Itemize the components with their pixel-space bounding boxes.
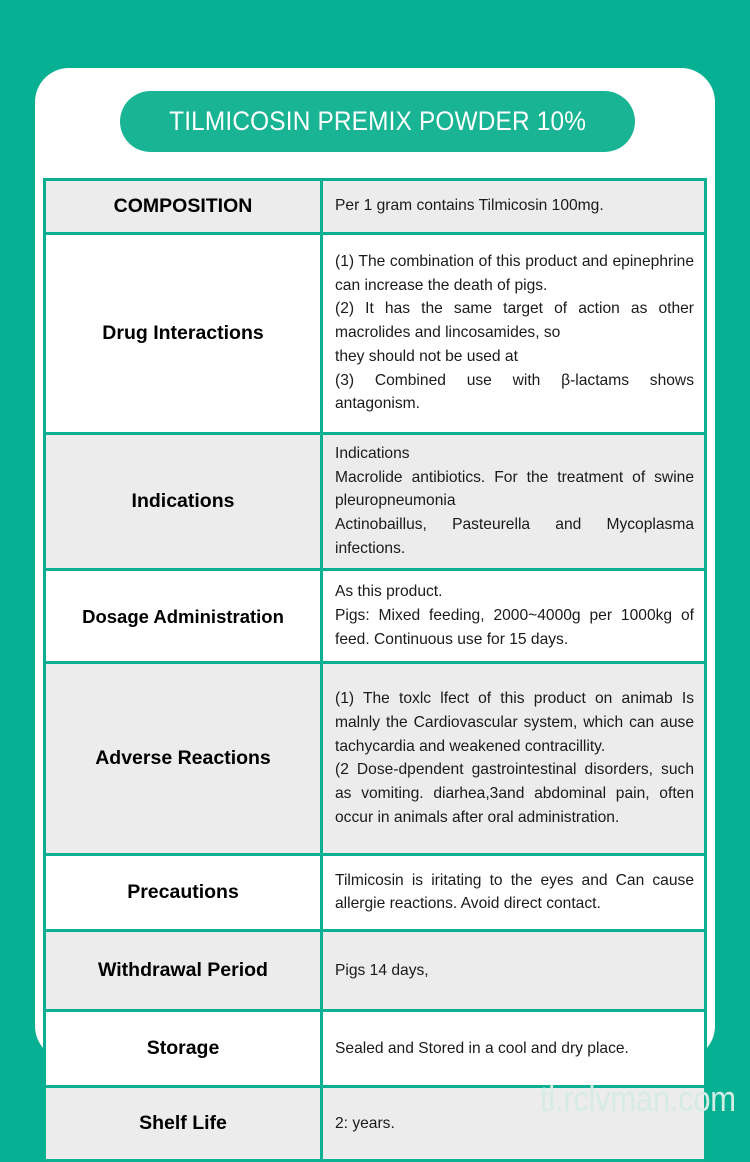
row-value-indications bbox=[322, 434, 706, 570]
value-line: they should not be used at bbox=[335, 347, 518, 365]
table-row bbox=[45, 1011, 706, 1087]
row-value-storage bbox=[322, 1011, 706, 1087]
table-row bbox=[45, 434, 706, 570]
label-line: Dosage bbox=[82, 605, 149, 627]
row-value-dosage-administration bbox=[322, 570, 706, 663]
row-label-dosage-administration bbox=[45, 570, 322, 663]
value-line: Tilmicosin is iritating to the eyes and Can cause allergie reactions. Avoid direct contact. bbox=[335, 871, 694, 913]
row-value-withdrawal-period bbox=[322, 931, 706, 1011]
row-label-drug-interactions: Drug Interactions bbox=[45, 234, 322, 434]
row-value-precautions bbox=[322, 855, 706, 931]
specification-table bbox=[43, 178, 707, 1162]
site-watermark: tl.rclvman.com bbox=[540, 1078, 736, 1119]
row-label-indications: Indications bbox=[45, 434, 322, 570]
value-line: (1) The combination of this product and epinephrine can increase the death of pigs. bbox=[335, 253, 694, 294]
row-label-shelf-life: Shelf Life bbox=[45, 1087, 322, 1161]
row-label-storage: Storage bbox=[45, 1011, 322, 1087]
value-line: (1) The toxlc lfect of this product on animab Is malnly the Cardiovascular system, which can ause tachycardia and weakened contracillity. bbox=[335, 690, 694, 755]
value-line: Sealed and Stored in a cool and dry place. bbox=[335, 1039, 629, 1057]
value-line: (3) Combined use with β-lactams shows antagonism. bbox=[335, 371, 694, 413]
row-value-adverse-reactions bbox=[322, 663, 706, 855]
value-line: 2: years. bbox=[335, 1114, 395, 1132]
value-line: (2) It has the same target of action as other macrolides and lincosamides, so bbox=[335, 300, 694, 342]
label-line: Administration bbox=[153, 605, 284, 627]
table-row bbox=[45, 234, 706, 434]
table-row bbox=[45, 180, 706, 234]
table-row bbox=[45, 663, 706, 855]
value-line: Indications bbox=[335, 445, 410, 462]
table-row bbox=[45, 931, 706, 1011]
row-value-composition bbox=[322, 180, 706, 234]
value-line: Pigs: Mixed feeding, 2000~4000g per 1000kg of feed. Continuous use for 15 days. bbox=[335, 607, 694, 648]
value-line: Macrolide antibiotics. For the treatment of swine pleuropneumonia bbox=[335, 468, 694, 510]
table-row bbox=[45, 855, 706, 931]
value-line: As this product. bbox=[335, 583, 443, 601]
value-line: Pigs 14 days, bbox=[335, 961, 429, 979]
row-label-precautions: Precautions bbox=[45, 855, 322, 931]
row-label-composition: COMPOSITION bbox=[45, 180, 322, 234]
page-title: TILMICOSIN PREMIX POWDER 10% bbox=[169, 106, 586, 136]
value-line: Actinobaillus, Pasteurella and Mycoplasma infections. bbox=[335, 516, 694, 557]
product-title-pill bbox=[120, 91, 635, 152]
row-label-withdrawal-period: Withdrawal Period bbox=[45, 931, 322, 1011]
value-line: Per 1 gram contains Tilmicosin 100mg. bbox=[335, 197, 604, 215]
table-row bbox=[45, 570, 706, 663]
value-line: (2 Dose-dpendent gastrointestinal disorders, such as vomiting. diarhea,3and abdominal pain, often occur in animals after oral administration. bbox=[335, 761, 694, 826]
row-label-adverse-reactions: Adverse Reactions bbox=[45, 663, 322, 855]
row-value-drug-interactions bbox=[322, 234, 706, 434]
